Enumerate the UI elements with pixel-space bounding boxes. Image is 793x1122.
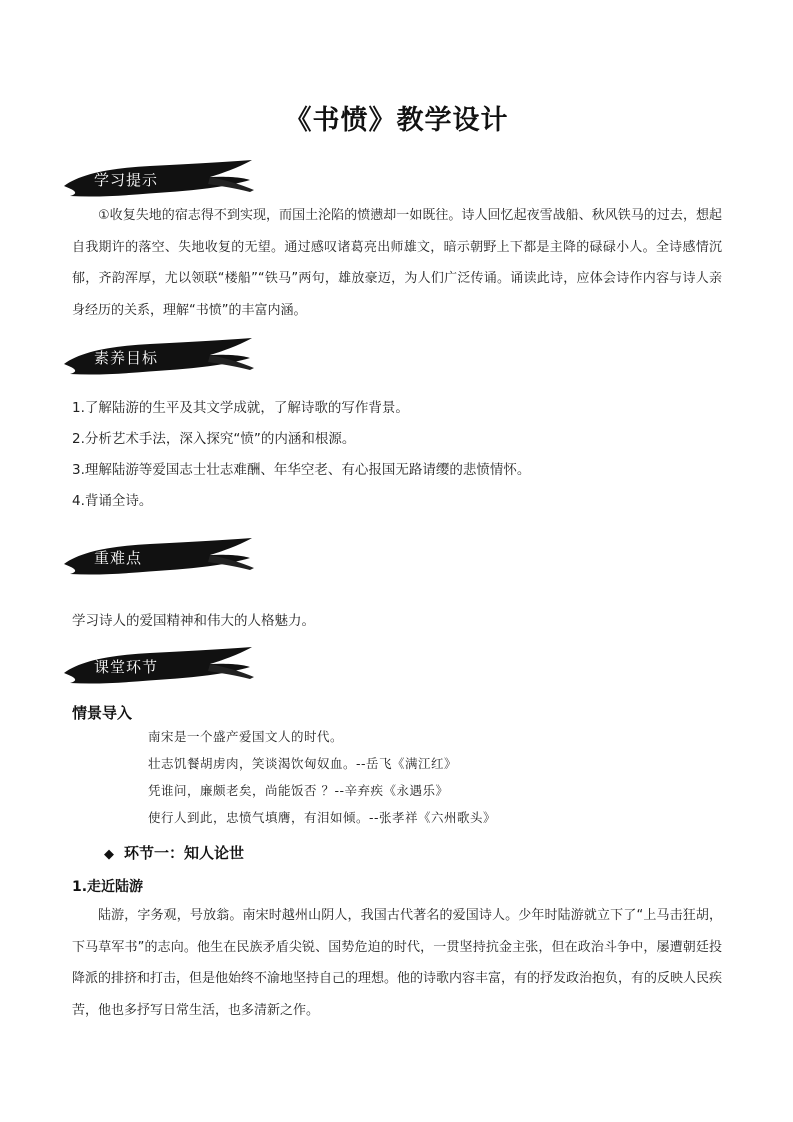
section-banner-goals <box>60 338 255 378</box>
link-heading <box>104 842 244 863</box>
intro-line-1: 南宋是一个盛产爱国文人的时代。 <box>148 729 344 744</box>
intro-line-2: 壮志饥餐胡虏肉，笑谈渴饮匈奴血。--岳飞《满江红》 <box>148 756 458 771</box>
section-label: 学习提示 <box>94 171 159 189</box>
approach-heading: 1.走近陆游 <box>72 879 144 895</box>
page-title: 《书愤》教学设计 <box>284 105 509 136</box>
section-label: 课堂环节 <box>94 658 159 676</box>
tips-paragraph: ①收复失地的宿志得不到实现，而国土沦陷的愤懑却一如既往。诗人回忆起夜雪战船、秋风铁马的过去，想起自我期许的落空、失地收复的无望。通过感叹诸葛亮出师雄文，暗示朝野上下都是主降的碌碌小人。全诗感情沉郁，齐韵浑厚，尤以领联“楼船”“铁马”两句，雄放豪迈，为人们广泛传诵。诵读此诗，应体会诗作内容与诗人亲身经历的关系，理解“书愤”的丰富内涵。 <box>72 208 722 318</box>
goal-item-1: 1.了解陆游的生平及其文学成就，了解诗歌的写作背景。 <box>72 400 409 416</box>
section-banner-key <box>60 538 255 578</box>
section-label: 素养目标 <box>94 349 159 367</box>
goal-item-3: 3.理解陆游等爱国志士壮志难酬、年华空老、有心报国无路请缨的悲愤情怀。 <box>72 462 531 478</box>
key-text: 学习诗人的爱国精神和伟大的人格魅力。 <box>72 613 315 629</box>
section-banner-tips <box>60 160 255 200</box>
goal-item-4: 4.背诵全诗。 <box>72 493 153 509</box>
intro-heading: 情景导入 <box>72 704 133 722</box>
approach-paragraph: 陆游，字务观，号放翁。南宋时越州山阴人，我国古代著名的爱国诗人。少年时陆游就立下了“上马击狂胡，下马草军书”的志向。他生在民族矛盾尖锐、国势危迫的时代，一贯坚持抗金主张，但在政治斗争中，屡遭朝廷投降派的排挤和打击，但是他始终不渝地坚持自己的理想。他的诗歌内容丰富，有的抒发政治抱负，有的反映人民疾苦，他也多抒写日常生活，也多清新之作。 <box>72 908 723 1018</box>
intro-line-4: 使行人到此，忠愤气填膺，有泪如倾。--张孝祥《六州歌头》 <box>148 810 497 825</box>
brush-stroke-icon <box>60 538 255 578</box>
section-label: 重难点 <box>94 549 143 567</box>
section-banner-class <box>60 647 255 687</box>
goal-item-2: 2.分析艺术手法，深入探究“愤”的内涵和根源。 <box>72 431 356 447</box>
link-heading-text: 环节一：知人论世 <box>124 844 245 862</box>
intro-line-3: 凭谁问，廉颇老矣，尚能饭否 ？--辛弃疾《永遇乐》 <box>148 783 449 798</box>
diamond-bullet-icon: ◆ <box>104 847 114 862</box>
